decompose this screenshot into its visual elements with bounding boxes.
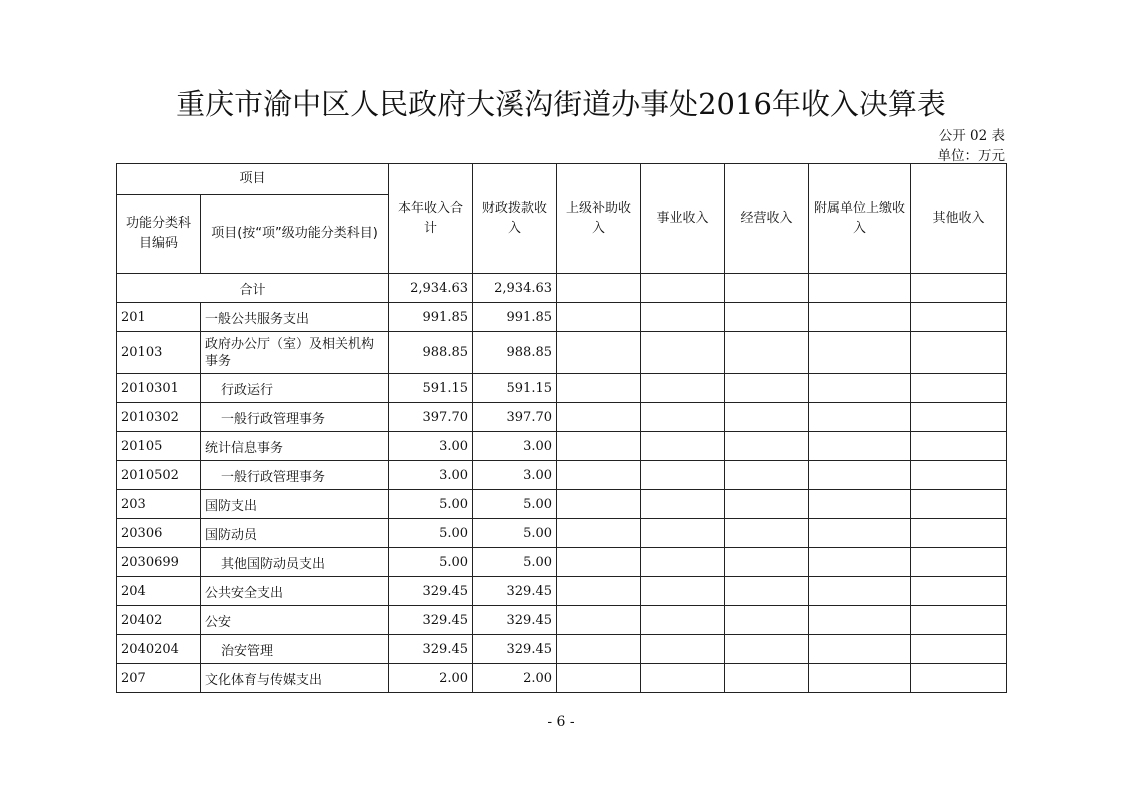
table-row — [117, 403, 1007, 432]
row-value — [911, 303, 1007, 332]
row-name: 一般行政管理事务 — [201, 461, 389, 490]
row-value: 5.00 — [389, 519, 473, 548]
row-value — [725, 303, 809, 332]
row-value — [557, 519, 641, 548]
table-row — [117, 332, 1007, 374]
table-row — [117, 577, 1007, 606]
row-name: 治安管理 — [201, 635, 389, 664]
row-value — [809, 548, 911, 577]
table-row — [117, 374, 1007, 403]
row-value — [809, 635, 911, 664]
row-value — [725, 461, 809, 490]
row-value — [809, 606, 911, 635]
table-row — [117, 519, 1007, 548]
row-value: 329.45 — [389, 635, 473, 664]
row-value: 5.00 — [473, 519, 557, 548]
row-value — [557, 332, 641, 374]
row-value — [557, 548, 641, 577]
row-value: 329.45 — [389, 606, 473, 635]
row-value — [557, 461, 641, 490]
row-value — [641, 332, 725, 374]
row-value — [557, 490, 641, 519]
row-value — [641, 461, 725, 490]
row-name: 国防支出 — [201, 490, 389, 519]
row-value — [641, 303, 725, 332]
row-value — [641, 606, 725, 635]
row-value — [911, 332, 1007, 374]
row-value — [911, 461, 1007, 490]
row-value — [641, 374, 725, 403]
row-value — [641, 577, 725, 606]
table-row — [117, 635, 1007, 664]
row-value — [725, 432, 809, 461]
row-value: 5.00 — [473, 548, 557, 577]
row-value — [809, 519, 911, 548]
row-value — [557, 374, 641, 403]
row-value — [911, 664, 1007, 693]
row-value: 397.70 — [389, 403, 473, 432]
row-value — [557, 664, 641, 693]
row-code: 203 — [117, 490, 201, 519]
row-value — [911, 606, 1007, 635]
row-value — [911, 490, 1007, 519]
row-value: 329.45 — [473, 606, 557, 635]
row-value: 988.85 — [473, 332, 557, 374]
row-value: 3.00 — [389, 432, 473, 461]
row-value — [911, 548, 1007, 577]
row-value — [809, 664, 911, 693]
row-value: 397.70 — [473, 403, 557, 432]
page-number: - 6 - — [547, 714, 575, 730]
row-value — [725, 635, 809, 664]
row-value — [725, 606, 809, 635]
row-value — [557, 606, 641, 635]
header-project-group: 项目 — [117, 164, 389, 195]
row-value — [725, 403, 809, 432]
row-code: 20103 — [117, 332, 201, 374]
row-value: 2.00 — [473, 664, 557, 693]
row-value — [809, 461, 911, 490]
table-row — [117, 606, 1007, 635]
row-name: 文化体育与传媒支出 — [201, 664, 389, 693]
row-name: 其他国防动员支出 — [201, 548, 389, 577]
row-value: 3.00 — [389, 461, 473, 490]
row-code: 2010302 — [117, 403, 201, 432]
row-value: 329.45 — [473, 635, 557, 664]
row-code: 20306 — [117, 519, 201, 548]
row-value — [641, 519, 725, 548]
header-superior-subsidy: 上级补助收入 — [557, 164, 641, 274]
row-code: 2010502 — [117, 461, 201, 490]
row-name: 国防动员 — [201, 519, 389, 548]
header-affiliated-income: 附属单位上缴收入 — [809, 164, 911, 274]
row-value — [557, 403, 641, 432]
row-value — [911, 432, 1007, 461]
row-value: 2.00 — [389, 664, 473, 693]
income-table — [116, 163, 1007, 693]
row-value — [725, 664, 809, 693]
row-value: 3.00 — [473, 461, 557, 490]
row-code: 204 — [117, 577, 201, 606]
row-value: 5.00 — [389, 490, 473, 519]
row-value — [911, 374, 1007, 403]
row-code: 2030699 — [117, 548, 201, 577]
row-value — [809, 490, 911, 519]
row-value — [911, 403, 1007, 432]
row-value: 5.00 — [389, 548, 473, 577]
row-code: 201 — [117, 303, 201, 332]
row-code: 20402 — [117, 606, 201, 635]
row-name: 一般公共服务支出 — [201, 303, 389, 332]
row-value — [641, 664, 725, 693]
total-cell: 2,934.63 — [473, 274, 557, 303]
row-name: 政府办公厅（室）及相关机构事务 — [201, 332, 389, 374]
row-value — [725, 519, 809, 548]
table-row — [117, 490, 1007, 519]
row-value: 329.45 — [389, 577, 473, 606]
row-code: 2010301 — [117, 374, 201, 403]
total-label: 合计 — [117, 274, 389, 303]
header-fiscal-allocation: 财政拨款收入 — [473, 164, 557, 274]
form-number: 公开 02 表 — [938, 128, 1005, 144]
row-value — [725, 577, 809, 606]
row-code: 2040204 — [117, 635, 201, 664]
header-other-income: 其他收入 — [911, 164, 1007, 274]
total-cell — [557, 274, 641, 303]
row-value: 988.85 — [389, 332, 473, 374]
row-value: 991.85 — [389, 303, 473, 332]
total-cell — [911, 274, 1007, 303]
row-code: 20105 — [117, 432, 201, 461]
row-name: 公安 — [201, 606, 389, 635]
table-row — [117, 664, 1007, 693]
row-value — [809, 432, 911, 461]
row-value: 5.00 — [473, 490, 557, 519]
row-value — [911, 635, 1007, 664]
row-value — [809, 577, 911, 606]
total-row — [117, 274, 1007, 303]
row-value — [557, 432, 641, 461]
row-value — [725, 374, 809, 403]
row-value — [911, 519, 1007, 548]
unit-label: 单位：万元 — [937, 148, 1005, 164]
row-value — [725, 548, 809, 577]
row-value — [809, 303, 911, 332]
row-value — [557, 577, 641, 606]
row-value — [641, 432, 725, 461]
row-name: 行政运行 — [201, 374, 389, 403]
table-body — [117, 164, 1007, 693]
row-value — [557, 635, 641, 664]
header-code: 功能分类科目编码 — [117, 195, 201, 274]
table-row — [117, 303, 1007, 332]
row-code: 207 — [117, 664, 201, 693]
row-value: 329.45 — [473, 577, 557, 606]
table-row — [117, 461, 1007, 490]
page-title: 重庆市渝中区人民政府大溪沟街道办事处2016年收入决算表 — [176, 87, 946, 121]
total-cell — [725, 274, 809, 303]
row-value — [911, 577, 1007, 606]
row-name: 一般行政管理事务 — [201, 403, 389, 432]
total-cell — [641, 274, 725, 303]
row-value: 591.15 — [473, 374, 557, 403]
row-value — [809, 374, 911, 403]
table-row — [117, 548, 1007, 577]
row-value — [641, 403, 725, 432]
row-value: 591.15 — [389, 374, 473, 403]
row-value — [809, 403, 911, 432]
total-cell — [809, 274, 911, 303]
row-value — [557, 303, 641, 332]
row-value — [641, 548, 725, 577]
row-value — [641, 490, 725, 519]
header-item-name: 项目(按“项”级功能分类科目) — [201, 195, 389, 274]
header-total-income: 本年收入合计 — [389, 164, 473, 274]
row-value — [725, 332, 809, 374]
row-value — [725, 490, 809, 519]
table-row — [117, 432, 1007, 461]
header-operating-income: 经营收入 — [725, 164, 809, 274]
row-name: 统计信息事务 — [201, 432, 389, 461]
row-value — [809, 332, 911, 374]
row-value: 991.85 — [473, 303, 557, 332]
total-cell: 2,934.63 — [389, 274, 473, 303]
row-value — [641, 635, 725, 664]
row-name: 公共安全支出 — [201, 577, 389, 606]
row-value: 3.00 — [473, 432, 557, 461]
header-business-income: 事业收入 — [641, 164, 725, 274]
